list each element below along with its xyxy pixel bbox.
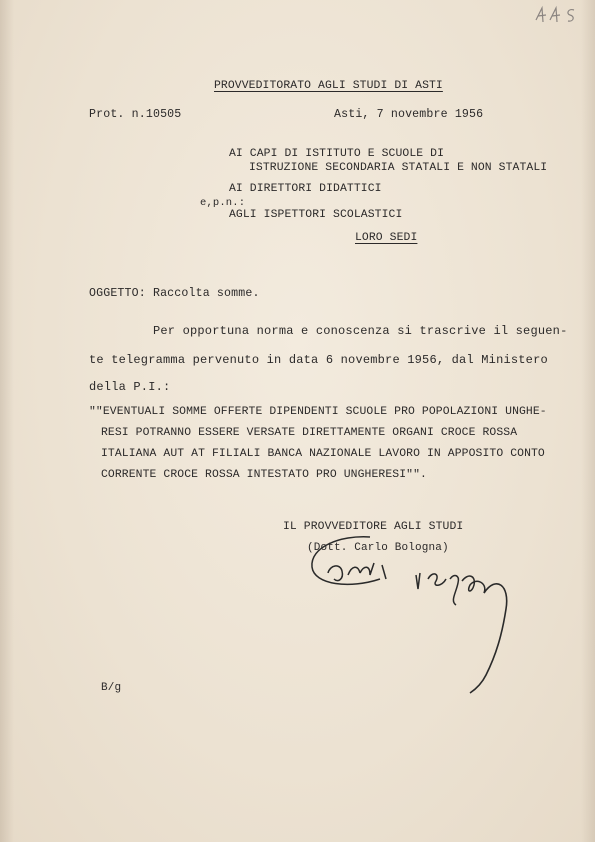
body-line-1: Per opportuna norma e conoscenza si trascrive il seguen-: [153, 324, 568, 338]
subject-line: OGGETTO: Raccolta somme.: [89, 287, 260, 300]
telegram-line-2: RESI POTRANNO ESSERE VERSATE DIRETTAMENTE ORGANI CROCE ROSSA: [101, 427, 518, 439]
signature-title: IL PROVVEDITORE AGLI STUDI: [283, 521, 464, 533]
corner-pencil-number: [530, 2, 590, 28]
right-paper-edge: [581, 0, 595, 842]
telegram-line-1: ""EVENTUALI SOMME OFFERTE DIPENDENTI SCUOLE PRO POPOLAZIONI UNGHE-: [89, 406, 547, 418]
protocol-number: Prot. n.10505: [89, 108, 182, 121]
body-line-2: te telegramma pervenuto in data 6 novembre 1956, dal Ministero: [89, 353, 548, 367]
recipient-line-1: AI CAPI DI ISTITUTO E SCUOLE DI: [229, 148, 445, 160]
recipient-line-2: ISTRUZIONE SECONDARIA STATALI E NON STATALI: [249, 162, 548, 174]
recipient-line-4: AGLI ISPETTORI SCOLASTICI: [229, 209, 403, 221]
telegram-line-4: CORRENTE CROCE ROSSA INTESTATO PRO UNGHERESI"".: [101, 469, 427, 481]
left-paper-edge: [0, 0, 14, 842]
body-line-3: della P.I.:: [89, 380, 171, 394]
telegram-line-3: ITALIANA AUT AT FILIALI BANCA NAZIONALE LAVORO IN APPOSITO CONTO: [101, 448, 545, 460]
place-date: Asti, 7 novembre 1956: [334, 108, 484, 121]
epn-note: e,p.n.:: [200, 197, 246, 209]
signature-name: (Dott. Carlo Bologna): [307, 542, 449, 554]
typist-initials: B/g: [101, 682, 122, 694]
recipient-line-5: LORO SEDI: [355, 232, 418, 244]
recipient-line-3: AI DIRETTORI DIDATTICI: [229, 183, 382, 195]
handwritten-signature: [300, 535, 530, 695]
office-heading: PROVVEDITORATO AGLI STUDI DI ASTI: [214, 80, 443, 92]
